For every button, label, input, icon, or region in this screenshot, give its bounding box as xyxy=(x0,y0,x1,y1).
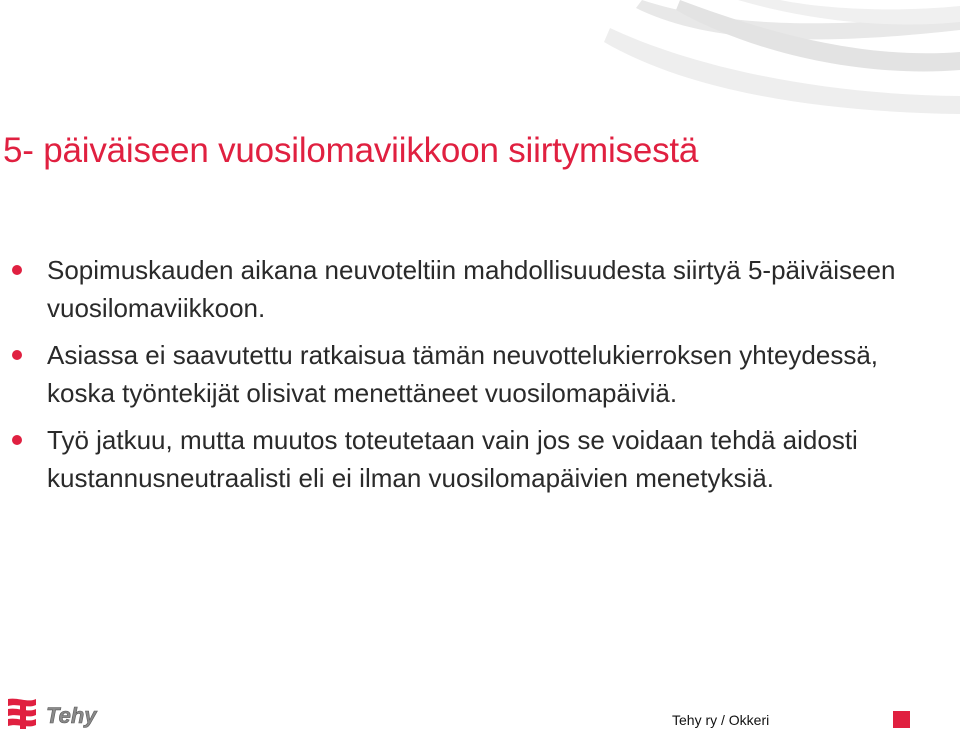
red-dot-icon xyxy=(12,350,22,360)
bullet-list xyxy=(0,251,900,506)
red-dot-icon xyxy=(12,265,22,275)
bullet-text: Työ jatkuu, mutta muutos toteutetaan vain jos se voidaan tehdä aidosti kustannusneutraalisti eli ei ilman vuosilomapäivien menetyksiä. xyxy=(47,425,858,493)
tehy-logo-icon xyxy=(6,697,121,731)
bullet-item xyxy=(0,421,900,497)
red-square-icon xyxy=(893,711,910,728)
red-dot-icon xyxy=(12,435,22,445)
bullet-item xyxy=(0,251,900,327)
logo-wordmark: Tehy xyxy=(46,703,97,728)
footer-caption: Tehy ry / Okkeri xyxy=(672,712,770,728)
bullet-text: Asiassa ei saavutettu ratkaisua tämän neuvottelukierroksen yhteydessä, koska työntekijät olisivat menettäneet vuosilomapäiviä. xyxy=(47,340,879,408)
bullet-text: Sopimuskauden aikana neuvoteltiin mahdollisuudesta siirtyä 5-päiväiseen vuosilomaviikkoon. xyxy=(47,255,896,323)
bullet-item xyxy=(0,336,900,412)
slide-title: 5- päiväiseen vuosilomaviikkoon siirtymisestä xyxy=(3,131,699,170)
